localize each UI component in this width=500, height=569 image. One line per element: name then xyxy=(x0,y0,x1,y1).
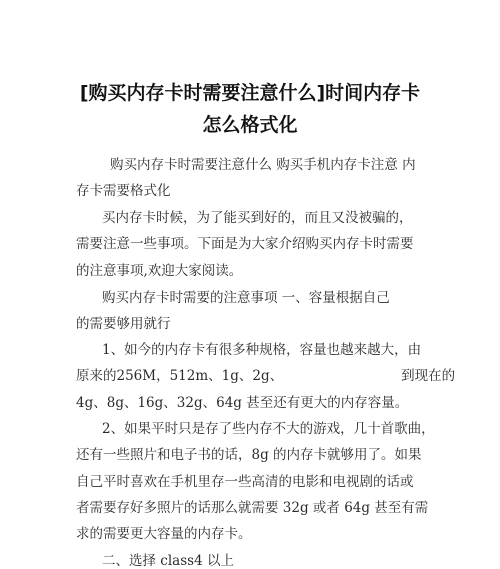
paragraph-5-line-3: 自己平时喜欢在手机里存一些高清的电影和电视剧的话或 xyxy=(76,474,414,490)
paragraph-5-line-5: 求的需要更大容量的内存卡。 xyxy=(76,526,252,542)
paragraph-3-line-2: 的需要够用就行 xyxy=(76,316,171,332)
paragraph-4-line-3: 4g、8g、16g、32g、64g 甚至还有更大的内存容量。 xyxy=(76,395,409,411)
document-title-line-1: [购买内存卡时需要注意什么]时间内存卡 xyxy=(79,82,421,104)
paragraph-2-line-1: 买内存卡时候，为了能买到好的，而且又没被骗的， xyxy=(102,210,413,226)
paragraph-2-line-3: 的注意事项,欢迎大家阅读。 xyxy=(76,263,243,279)
paragraph-6-line-1: 二、选择 class4 以上 xyxy=(102,553,234,569)
paragraph-2-line-2: 需要注意一些事项。下面是为大家介绍购买内存卡时需要 xyxy=(76,236,414,252)
paragraph-1-line-1: 购买内存卡时需要注意什么 购买手机内存卡注意 内 xyxy=(110,157,416,173)
paragraph-4-line-2 xyxy=(76,368,455,384)
document-title-line-2: 怎么格式化 xyxy=(202,114,298,136)
paragraph-5-line-1: 2、如果平时只是存了些内存不大的游戏，几十首歌曲， xyxy=(102,421,435,437)
paragraph-1-line-2: 存卡需要格式化 xyxy=(76,183,171,199)
paragraph-3-line-1: 购买内存卡时需要的注意事项 一、容量根据自己 xyxy=(102,290,390,306)
paragraph-5-line-2: 还有一些照片和电子书的话，8g 的内存卡就够用了。如果 xyxy=(76,447,422,463)
paragraph-5-line-4: 者需要存好多照片的话那么就需要 32g 或者 64g 甚至有需 xyxy=(76,500,429,516)
paragraph-4-line-1: 1、如今的内存卡有很多种规格，容量也越来越大，由 xyxy=(102,342,422,358)
paragraph-4-line-2-start: 原来的256M，512m、1g、2g、 xyxy=(76,368,284,384)
paragraph-4-line-2-end: 到现在的 xyxy=(401,368,456,384)
